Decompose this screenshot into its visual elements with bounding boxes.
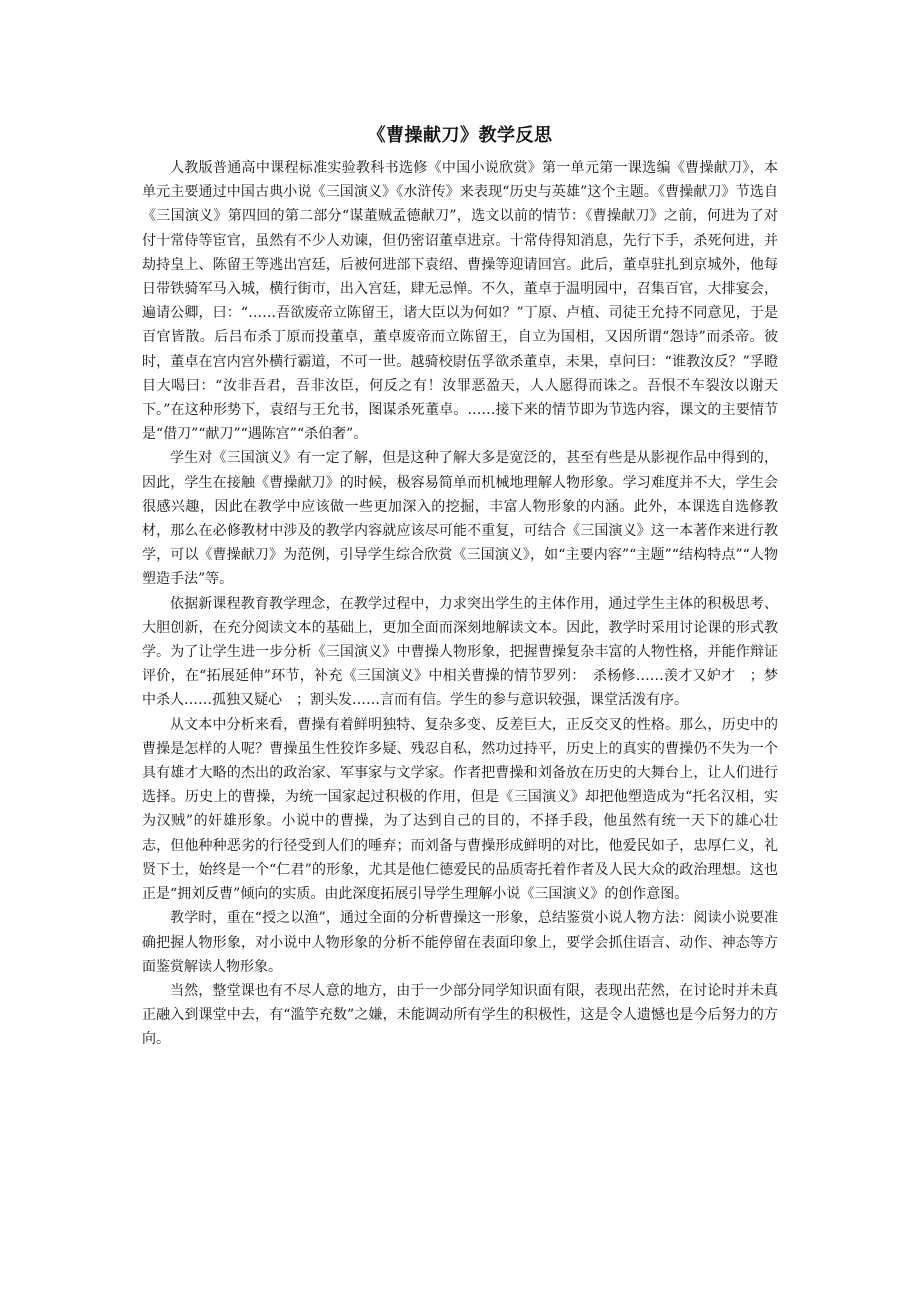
paragraph-teaching-method: 依据新课程教育教学理念，在教学过程中，力求突出学生的主体作用，通过学生主体的积极思考、大胆创新，在充分阅读文本的基础上，更加全面而深刻地解读文本。因此，教学时采用讨论课的形式教学。为了让学生进一步分析《三国演义》中曹操人物形象，把握曹操复杂丰富的人物性格，并能作辩证评价，在“拓展延伸”环节，补充《三国演义》中相关曹操的情节罗列： 杀杨修……羡才又妒才 ；梦中杀人……孤独又疑心 ；割头发……言而有信。学生的参与意识较强，课堂活泼有序。 bbox=[142, 595, 778, 709]
paragraph-teaching-focus: 教学时，重在“授之以渔”，通过全面的分析曹操这一形象，总结鉴赏小说人物方法：阅读小说要准确把握人物形象，对小说中人物形象的分析不能停留在表面印象上，要学会抓住语言、动作、神态等方面鉴赏解读人物形象。 bbox=[142, 910, 778, 975]
paragraph-reflection: 当然，整堂课也有不尽人意的地方，由于一少部分同学知识面有限，表现出茫然，在讨论时并未真正融入到课堂中去，有“滥竽充数”之嫌，未能调动所有学生的积极性，这是令人遗憾也是今后努力的方向。 bbox=[142, 982, 778, 1048]
paragraph-background: 人教版普通高中课程标准实验教科书选修《中国小说欣赏》第一单元第一课选编《曹操献刀》，本单元主要通过中国古典小说《三国演义》《水浒传》来表现“历史与英雄”这个主题。《曹操献刀》节选自《三国演义》第四回的第二部分“谋董贼孟德献刀”，选文以前的情节：《曹操献刀》之前，何进为了对付十常侍等宦官，虽然有不少人劝谏，但仍密诏董卓进京。十常侍得知消息，先行下手，杀死何进，并劫持皇上、陈留王等逃出宫廷，后被何进部下袁绍、曹操等迎请回宫。此后，董卓驻扎到京城外，他每日带铁骑军马入城，横行街市，出入宫廷，肆无忌惮。不久，董卓于温明园中，召集百官，大排宴会，遍请公卿，曰：“……吾欲废帝立陈留王，诸大臣以为何如？”丁原、卢植、司徒王允持不同意见，于是百官皆散。后吕布杀丁原而投董卓，董卓废帝而立陈留王，自立为国相，又因所谓“怨诗”而杀帝。彼时，董卓在宫内宫外横行霸道，不可一世。越骑校尉伍孚欲杀董卓，未果，卓问曰：“谁教汝反？”孚瞪目大喝曰：“汝非吾君，吾非汝臣，何反之有！汝罪恶盈天，人人愿得而诛之。吾恨不车裂汝以谢天下。”在这种形势下，袁绍与王允书，图谋杀死董卓。……接下来的情节即为节选内容，课文的主要情节是“借刀”“献刀”“遇陈宫”“杀伯奢”。 bbox=[142, 160, 778, 443]
document-title: 《曹操献刀》教学反思 bbox=[367, 125, 553, 146]
paragraph-student-understanding: 学生对《三国演义》有一定了解，但是这种了解大多是宽泛的，甚至有些是从影视作品中得到的，因此，学生在接触《曹操献刀》的时候，极容易简单而机械地理解人物形象。学习难度并不大，学生会很感兴趣，因此在教学中应该做一些更加深入的挖掘，丰富人物形象的内涵。此外，本课选自选修教材，那么在必修教材中涉及的教学内容就应该尽可能不重复，可结合《三国演义》这一本著作来进行教学，可以《曹操献刀》为范例，引导学生综合欣赏《三国演义》，如“主要内容”“主题”“结构特点”“人物塑造手法”等。 bbox=[142, 450, 778, 588]
paragraph-character-analysis: 从文本中分析来看，曹操有着鲜明独特、复杂多变、反差巨大，正反交叉的性格。那么，历史中的曹操是怎样的人呢？曹操虽生性狡诈多疑、残忍自私，然功过持平，历史上的真实的曹操仍不失为一个具有雄才大略的杰出的政治家、军事家与文学家。作者把曹操和刘备放在历史的大舞台上，让人们进行选择。历史上的曹操，为统一国家起过积极的作用，但是《三国演义》却把他塑造成为“托名汉相，实为汉贼”的奸雄形象。小说中的曹操，为了达到自己的目的，不择手段，他虽然有统一天下的雄心壮志，但他种种恶劣的行径受到人们的唾弃；而刘备与曹操形成鲜明的对比，他爱民如子，忠厚仁义，礼贤下士，始终是一个“仁君”的形象，尤其是他仁德爱民的品质寄托着作者及人民大众的政治理想。这也正是“拥刘反曹”倾向的实质。由此深度拓展引导学生理解小说《三国演义》的创作意图。 bbox=[142, 716, 778, 903]
document-body bbox=[142, 122, 778, 1052]
